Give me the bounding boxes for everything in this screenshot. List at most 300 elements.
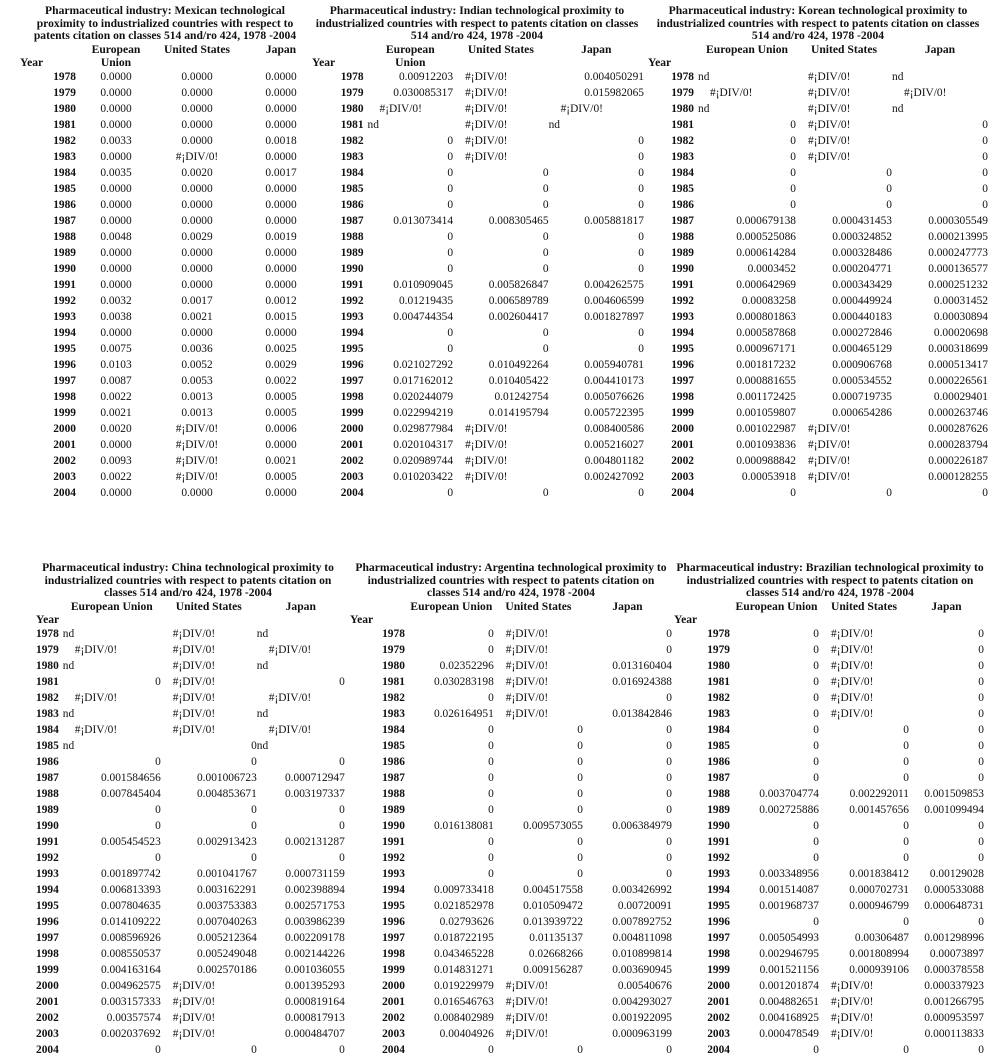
cell-eu: 0 (488, 723, 494, 736)
cell-us: #¡DIV/0! (831, 691, 874, 704)
cell-jp: 0.005881817 (584, 214, 644, 227)
cell-year: 1985 (707, 739, 730, 752)
cell-jp: 0 (638, 198, 644, 211)
cell-jp: 0.000226187 (928, 454, 988, 467)
cell-jp: 0.000136577 (928, 262, 988, 275)
cell-us: 0.000324852 (832, 230, 892, 243)
table-row (20, 85, 320, 101)
cell-jp: 0.002427092 (584, 470, 644, 483)
cell-jp: 0 (978, 643, 984, 656)
cell-jp: 0 (978, 659, 984, 672)
table-row (648, 405, 988, 421)
cell-us: #¡DIV/0! (505, 643, 549, 656)
cell-jp: 0 (339, 675, 345, 688)
cell-us: 0 (577, 803, 583, 816)
col-header-us: United States (175, 599, 242, 613)
cell-jp: 0.006384979 (612, 819, 672, 832)
cell-jp: 0 (978, 771, 984, 784)
cell-jp: 0 (978, 915, 984, 928)
cell-eu: 0.001093836 (736, 438, 796, 451)
cell-jp: 0.005722395 (584, 406, 644, 419)
cell-eu: nd (62, 659, 75, 672)
cell-jp: 0.00720091 (617, 899, 672, 912)
cell-year: 1993 (36, 867, 59, 880)
col-header-eu: European (91, 42, 141, 56)
cell-us: #¡DIV/0! (505, 1011, 549, 1024)
table-row (312, 117, 644, 133)
cell-year: 1994 (671, 326, 694, 339)
cell-jp: 0.001395293 (284, 979, 345, 992)
cell-year: 2002 (53, 454, 76, 467)
cell-year: 1986 (382, 755, 405, 768)
table-row (350, 770, 672, 786)
cell-year: 1991 (382, 835, 405, 848)
table-row (312, 69, 644, 85)
cell-year: 1999 (671, 406, 694, 419)
cell-year: 1994 (36, 883, 59, 896)
cell-eu: 0 (447, 246, 454, 259)
table-row (648, 101, 988, 117)
data-table (674, 600, 984, 1058)
cell-eu: nd (698, 70, 710, 83)
cell-year: 2000 (382, 979, 405, 992)
cell-us: #¡DIV/0! (831, 979, 874, 992)
table-body (36, 626, 345, 1058)
table-row (36, 1010, 345, 1026)
table-row (20, 149, 320, 165)
table-title: Pharmaceutical industry: Mexican technological proximity to industrialized countries with respect to patents citation on classes 514 and/ro 424, 1978 -2004 (33, 4, 297, 42)
cell-us: #¡DIV/0! (172, 979, 216, 992)
cell-eu: 0.005454523 (100, 835, 161, 848)
cell-us: 0 (577, 1043, 583, 1056)
col-header-us: United States (830, 599, 898, 613)
cell-eu: 0.008402989 (433, 1011, 494, 1024)
cell-year: 1984 (340, 166, 364, 179)
table-row (350, 914, 672, 930)
col-header-us: United States (163, 42, 231, 56)
cell-eu: 0.007845404 (100, 787, 161, 800)
cell-eu: 0.016546763 (433, 995, 494, 1008)
cell-jp: 0.000963199 (612, 1027, 672, 1040)
cell-year: 1998 (53, 390, 76, 403)
cell-jp: 0.00540676 (617, 979, 672, 992)
cell-eu: 0 (447, 230, 454, 243)
cell-eu: 0 (813, 851, 819, 864)
cell-us: #¡DIV/0! (172, 643, 216, 656)
cell-us: 0.001808994 (849, 947, 909, 960)
table-row (674, 1026, 984, 1042)
cell-jp: 0 (638, 246, 644, 259)
cell-us: 0 (903, 723, 909, 736)
cell-us: #¡DIV/0! (172, 627, 216, 640)
cell-us: 0.000534552 (832, 374, 892, 387)
cell-eu: 0.0032 (100, 294, 132, 307)
cell-year: 2004 (53, 486, 76, 499)
table-row (20, 469, 320, 485)
table-body (350, 626, 672, 1058)
cell-year: 1978 (707, 627, 730, 640)
table-row (312, 293, 644, 309)
cell-year: 2002 (671, 454, 694, 467)
cell-year: 1986 (671, 198, 694, 211)
cell-jp: 0 (982, 118, 988, 131)
table-row (36, 658, 345, 674)
cell-jp: 0.001099494 (924, 803, 984, 816)
cell-eu: 0.0003452 (747, 262, 796, 275)
cell-eu: 0 (488, 643, 494, 656)
table-row (20, 69, 320, 85)
cell-us: 0.0000 (181, 198, 213, 211)
cell-year: 2003 (382, 1027, 405, 1040)
col-header-eu: European Union (706, 42, 788, 56)
cell-us: #¡DIV/0! (808, 134, 851, 147)
cell-eu: 0.008550537 (100, 947, 161, 960)
cell-eu: 0.000478549 (759, 1027, 819, 1040)
cell-jp: 0.003986239 (284, 915, 345, 928)
cell-jp: 0.001509853 (924, 787, 984, 800)
cell-eu: 0 (447, 166, 454, 179)
cell-jp: 0.0006 (265, 422, 297, 435)
cell-eu: 0 (813, 707, 819, 720)
cell-year: 1981 (36, 675, 59, 688)
table-row (20, 357, 320, 373)
cell-eu: 0.013073414 (393, 214, 454, 227)
cell-jp: 0 (638, 182, 644, 195)
cell-us: 0.000939106 (849, 963, 909, 976)
col-header-year: Year (648, 55, 672, 69)
cell-jp: 0.001266795 (924, 995, 984, 1008)
cell-year: 1996 (53, 358, 76, 371)
table-row (648, 181, 988, 197)
table-row (312, 149, 644, 165)
cell-year: 1998 (36, 947, 59, 960)
cell-eu: 0 (488, 787, 494, 800)
cell-jp: 0 (638, 134, 644, 147)
col-header-us: United States (810, 42, 878, 56)
table-row (674, 770, 984, 786)
cell-year: 2002 (36, 1011, 59, 1024)
cell-year: 1997 (671, 374, 694, 387)
cell-eu: 0.0000 (100, 486, 132, 499)
cell-eu: 0.00053918 (741, 470, 796, 483)
cell-eu: 0 (155, 851, 161, 864)
cell-year: 1988 (340, 230, 364, 243)
cell-us: 0 (903, 819, 909, 832)
cell-year: 2001 (36, 995, 59, 1008)
cell-jp: nd (256, 659, 269, 672)
col-header-year: Year (36, 612, 60, 626)
cell-us: #¡DIV/0! (505, 979, 549, 992)
cell-eu: 0.016138081 (433, 819, 494, 832)
table-body (312, 69, 644, 501)
table-row (648, 69, 988, 85)
col-header-eu-line2: Union (395, 55, 426, 69)
cell-us: 0 (542, 262, 549, 275)
cell-eu: 0.0048 (100, 230, 132, 243)
cell-year: 1999 (340, 406, 364, 419)
cell-us: 0.0000 (181, 102, 213, 115)
table-row (350, 1010, 672, 1026)
cell-us: #¡DIV/0! (465, 150, 508, 163)
cell-us: 0.000204771 (832, 262, 892, 275)
cell-jp: 0.000251232 (928, 278, 988, 291)
cell-us: 0.002570186 (196, 963, 257, 976)
table-row (20, 101, 320, 117)
table-row (674, 946, 984, 962)
cell-year: 1999 (53, 406, 76, 419)
table-row (36, 802, 345, 818)
cell-eu: 0 (155, 755, 161, 768)
table-row (674, 754, 984, 770)
cell-jp: 0.000283794 (928, 438, 988, 451)
cell-eu: 0 (447, 150, 454, 163)
table-row (36, 674, 345, 690)
cell-year: 1978 (53, 70, 76, 83)
cell-us: 0 (251, 1043, 257, 1056)
cell-jp: 0.000819164 (284, 995, 345, 1008)
cell-jp: #¡DIV/0! (268, 723, 312, 736)
table-row (20, 261, 320, 277)
cell-us: 0 (903, 835, 909, 848)
cell-us: 0.010509472 (523, 899, 583, 912)
table-row (674, 818, 984, 834)
cell-eu: #¡DIV/0! (710, 86, 753, 99)
cell-jp: 0.0000 (265, 262, 297, 275)
cell-year: 1992 (382, 851, 405, 864)
cell-us: 0 (251, 755, 257, 768)
cell-jp: 0 (666, 627, 672, 640)
cell-eu: 0 (155, 803, 161, 816)
cell-jp: 0.0000 (265, 150, 297, 163)
cell-us: #¡DIV/0! (505, 691, 549, 704)
cell-jp: 0.0019 (265, 230, 297, 243)
cell-year: 1991 (707, 835, 730, 848)
cell-year: 1999 (382, 963, 405, 976)
cell-eu: 0.0093 (100, 454, 132, 467)
table-row (674, 962, 984, 978)
cell-us: #¡DIV/0! (175, 438, 219, 451)
table-row (312, 229, 644, 245)
cell-us: 0.001457656 (849, 803, 909, 816)
cell-jp: 0.004293027 (612, 995, 672, 1008)
cell-us: 0 (903, 771, 909, 784)
cell-year: 1995 (340, 342, 364, 355)
cell-eu: 0 (790, 150, 796, 163)
cell-jp: 0.000113833 (924, 1027, 984, 1040)
cell-us: 0.004853671 (196, 787, 257, 800)
cell-us: #¡DIV/0! (465, 454, 508, 467)
cell-year: 1994 (382, 883, 405, 896)
table-row (350, 882, 672, 898)
cell-us: #¡DIV/0! (808, 438, 851, 451)
table-title: Pharmaceutical industry: Argentina technological proximity to industrialized countries with respect to patents citation on classes 514 and/ro 424, 1978 -2004 (355, 561, 667, 599)
table-row (648, 117, 988, 133)
table-row (350, 786, 672, 802)
cell-eu: 0 (813, 739, 819, 752)
table-row (312, 261, 644, 277)
table-row (648, 485, 988, 501)
cell-jp: 0.00129028 (929, 867, 984, 880)
cell-eu: 0.0000 (100, 150, 132, 163)
table-row (312, 453, 644, 469)
cell-eu: 0.018722195 (433, 931, 494, 944)
cell-year: 1981 (53, 118, 76, 131)
cell-us: 0.007040263 (196, 915, 257, 928)
table-row (20, 245, 320, 261)
cell-jp: #¡DIV/0! (904, 86, 947, 99)
table-row (36, 1042, 345, 1058)
cell-eu: nd (367, 118, 379, 131)
table-row (312, 197, 644, 213)
table-row (20, 421, 320, 437)
cell-jp: 0.000213995 (928, 230, 988, 243)
cell-eu: 0.0087 (100, 374, 132, 387)
cell-jp: 0.000226561 (928, 374, 988, 387)
cell-us: 0 (577, 755, 583, 768)
cell-eu: 0 (813, 1043, 819, 1056)
cell-year: 1988 (382, 787, 405, 800)
cell-us: 0 (542, 246, 549, 259)
table-row (312, 101, 644, 117)
cell-jp: 0.0000 (265, 118, 297, 131)
cell-year: 2003 (53, 470, 76, 483)
cell-us: 0.0000 (181, 118, 213, 131)
cell-eu: 0.0021 (100, 406, 132, 419)
cell-eu: 0.0033 (100, 134, 132, 147)
table-row (36, 754, 345, 770)
table-row (350, 818, 672, 834)
cell-eu: 0.004168925 (759, 1011, 819, 1024)
table-row (674, 642, 984, 658)
cell-eu: 0.00912203 (398, 70, 454, 83)
table-row (674, 658, 984, 674)
cell-us: 0.005212364 (196, 931, 257, 944)
cell-year: 1993 (340, 310, 364, 323)
cell-jp: 0.000128255 (928, 470, 988, 483)
cell-jp: 0 (982, 182, 988, 195)
cell-jp: 0.002131287 (284, 835, 345, 848)
cell-eu: 0.0000 (100, 246, 132, 259)
cell-jp: 0.000712947 (284, 771, 345, 784)
table-row (674, 626, 984, 642)
table-row (350, 706, 672, 722)
table-row (648, 149, 988, 165)
cell-year: 1990 (36, 819, 59, 832)
cell-eu: 0 (813, 915, 819, 928)
table-row (350, 850, 672, 866)
cell-us: 0.000431453 (832, 214, 892, 227)
cell-jp: 0.0025 (265, 342, 297, 355)
cell-eu: 0.01219435 (398, 294, 454, 307)
cell-jp: nd (256, 739, 269, 752)
cell-eu: #¡DIV/0! (74, 691, 118, 704)
table-row (350, 754, 672, 770)
cell-year: 1989 (36, 803, 59, 816)
cell-eu: 0.001584656 (100, 771, 161, 784)
table-panel-korea (648, 5, 988, 501)
cell-year: 1982 (340, 134, 364, 147)
cell-year: 1984 (382, 723, 405, 736)
cell-jp: 0 (666, 787, 672, 800)
cell-year: 1994 (53, 326, 76, 339)
cell-eu: 0.002946795 (759, 947, 819, 960)
cell-jp: 0 (666, 723, 672, 736)
table-row (648, 213, 988, 229)
table-row (674, 994, 984, 1010)
cell-year: 1998 (671, 390, 694, 403)
cell-jp: 0 (638, 150, 644, 163)
cell-year: 1988 (53, 230, 76, 243)
cell-jp: 0 (638, 486, 644, 499)
cell-jp: 0 (339, 819, 345, 832)
col-header-jp: Japan (581, 42, 612, 56)
cell-eu: 0.00357574 (106, 1011, 161, 1024)
cell-eu: 0.029877984 (393, 422, 454, 435)
cell-us: 0 (251, 819, 257, 832)
cell-jp: 0.00029401 (933, 390, 988, 403)
cell-us: 0 (577, 739, 583, 752)
table-row (20, 229, 320, 245)
table-row (648, 421, 988, 437)
table-panel-brazil (674, 562, 986, 1058)
table-row (312, 341, 644, 357)
cell-eu: 0.001817232 (736, 358, 796, 371)
table-body (20, 69, 320, 501)
cell-eu: 0 (790, 198, 796, 211)
table-row (36, 946, 345, 962)
cell-eu: 0.0000 (100, 70, 132, 83)
cell-us: 0.000654286 (832, 406, 892, 419)
cell-eu: 0.006813393 (100, 883, 161, 896)
cell-eu: nd (62, 739, 75, 752)
data-table (20, 43, 320, 501)
table-row (674, 786, 984, 802)
table-row (36, 962, 345, 978)
cell-jp: 0.0018 (265, 134, 297, 147)
cell-jp: 0 (339, 803, 345, 816)
cell-year: 1989 (53, 246, 76, 259)
table-row (350, 1042, 672, 1058)
cell-us: 0 (542, 326, 549, 339)
table-row (674, 706, 984, 722)
cell-eu: 0 (790, 182, 796, 195)
table-row (20, 325, 320, 341)
cell-jp: 0 (982, 150, 988, 163)
cell-eu: 0.0000 (100, 262, 132, 275)
table-row (36, 898, 345, 914)
cell-eu: 0 (488, 867, 494, 880)
table-row (20, 309, 320, 325)
table-row (350, 738, 672, 754)
table-row (674, 850, 984, 866)
cell-us: 0.00306487 (854, 931, 909, 944)
cell-jp: #¡DIV/0! (268, 643, 312, 656)
cell-us: #¡DIV/0! (465, 70, 508, 83)
cell-eu: 0.000801863 (736, 310, 796, 323)
table-row (648, 229, 988, 245)
table-row (350, 674, 672, 690)
cell-eu: 0 (488, 803, 494, 816)
cell-eu: 0.000881655 (736, 374, 796, 387)
cell-year: 2003 (707, 1027, 730, 1040)
cell-eu: 0.0000 (100, 326, 132, 339)
cell-year: 1979 (671, 86, 694, 99)
cell-jp: 0.000648731 (924, 899, 984, 912)
cell-jp: 0.0021 (265, 454, 297, 467)
cell-year: 1990 (707, 819, 730, 832)
table-row (674, 978, 984, 994)
cell-year: 1984 (36, 723, 59, 736)
